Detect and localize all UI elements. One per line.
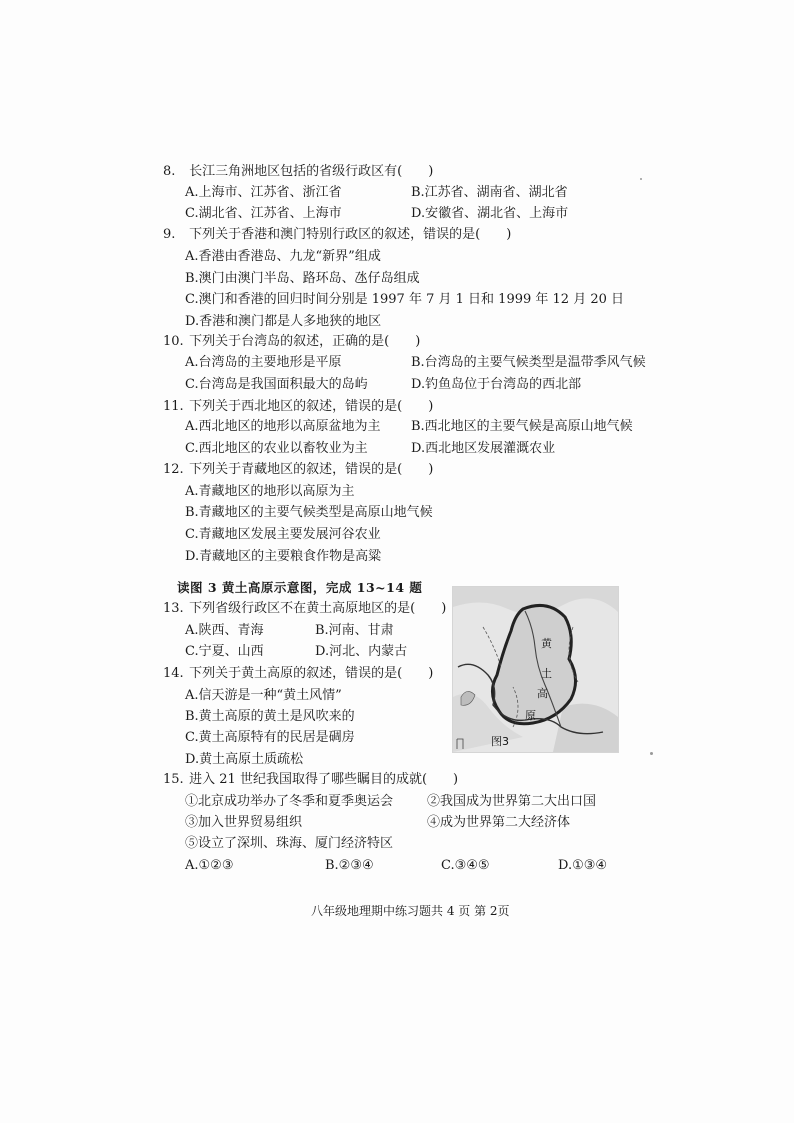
option-a: A.信天游是一种“黄土风情” <box>185 688 342 703</box>
statement-2: ②我国成为世界第二大出口国 <box>427 794 597 809</box>
page-footer: 八年级地理期中练习题共 4 页 第 2页 <box>311 904 510 918</box>
option-b: B.江苏省、湖南省、湖北省 <box>411 185 568 200</box>
map-caption: 图3 <box>491 735 509 748</box>
option-d: D.钓鱼岛位于台湾岛的西北部 <box>411 377 582 392</box>
option-a: A.台湾岛的主要地形是平原 <box>185 355 342 370</box>
map-label-gao: 高 <box>537 687 548 700</box>
question-stem: 长江三角洲地区包括的省级行政区有( ) <box>189 164 434 179</box>
question-12 <box>163 461 433 479</box>
question-stem: 进入 21 世纪我国取得了哪些瞩目的成就( ) <box>189 772 459 787</box>
question-stem: 下列关于香港和澳门特别行政区的叙述，错误的是( ) <box>189 227 512 242</box>
option-d: D.①③④ <box>558 858 608 873</box>
option-b: B.②③④ <box>325 858 374 873</box>
option-a: A.陕西、青海 <box>185 623 264 638</box>
option-d: D.西北地区发展灌溉农业 <box>411 441 556 456</box>
question-8 <box>163 163 433 181</box>
option-b: B.西北地区的主要气候是高原山地气候 <box>411 419 633 434</box>
option-c: C.宁夏、山西 <box>185 644 264 659</box>
question-number: 13. <box>163 601 184 616</box>
option-a: A.香港由香港岛、九龙“新界”组成 <box>185 249 381 264</box>
scan-speck <box>640 178 642 180</box>
statement-5: ⑤设立了深圳、珠海、厦门经济特区 <box>185 836 394 851</box>
question-stem: 下列关于西北地区的叙述，错误的是( ) <box>189 399 434 414</box>
question-number: 8. <box>163 164 176 179</box>
option-b: B.青藏地区的主要气候类型是高原山地气候 <box>185 505 433 520</box>
option-a: A.青藏地区的地形以高原为主 <box>185 484 355 499</box>
option-c: C.台湾岛是我国面积最大的岛屿 <box>185 377 368 392</box>
loess-plateau-map-icon <box>453 587 618 752</box>
option-c: C.黄土高原特有的民居是碉房 <box>185 730 355 745</box>
option-d: D.黄土高原土质疏松 <box>185 752 304 767</box>
option-b: B.台湾岛的主要气候类型是温带季风气候 <box>411 355 646 370</box>
option-d: D.青藏地区的主要粮食作物是高粱 <box>185 549 382 564</box>
question-number: 12. <box>163 462 184 477</box>
map-label-yuan: 原 <box>525 709 536 722</box>
statement-4: ④成为世界第二大经济体 <box>427 815 571 830</box>
question-number: 9. <box>163 227 176 242</box>
question-stem: 下列省级行政区不在黄土高原地区的是( ) <box>189 601 447 616</box>
option-d: D.河北、内蒙古 <box>315 644 408 659</box>
scan-speck <box>650 752 653 755</box>
question-number: 10. <box>163 334 184 349</box>
section-heading: 读图 3 黄土高原示意图，完成 13~14 题 <box>177 580 423 595</box>
question-10 <box>163 333 420 351</box>
option-d: D.香港和澳门都是人多地狭的地区 <box>185 314 382 329</box>
question-stem: 下列关于青藏地区的叙述，错误的是( ) <box>189 462 434 477</box>
option-c: C.湖北省、江苏省、上海市 <box>185 206 342 221</box>
option-c: C.西北地区的农业以畜牧业为主 <box>185 441 368 456</box>
question-15 <box>163 771 458 789</box>
statement-3: ③加入世界贸易组织 <box>185 815 303 830</box>
option-b: B.澳门由澳门半岛、路环岛、氹仔岛组成 <box>185 271 420 286</box>
option-c: C.澳门和香港的回归时间分别是 1997 年 7 月 1 日和 1999 年 12 月 20 日 <box>185 292 624 307</box>
map-label-huang: 黄 <box>541 637 552 650</box>
question-14 <box>163 665 433 683</box>
question-13 <box>163 600 446 618</box>
loess-plateau-map <box>452 586 619 753</box>
question-11 <box>163 398 433 416</box>
option-a: A.西北地区的地形以高原盆地为主 <box>185 419 381 434</box>
question-number: 11. <box>163 399 184 414</box>
option-b: B.河南、甘肃 <box>315 623 394 638</box>
question-number: 15. <box>163 772 184 787</box>
option-a: A.上海市、江苏省、浙江省 <box>185 185 342 200</box>
option-c: C.青藏地区发展主要发展河谷农业 <box>185 527 381 542</box>
option-d: D.安徽省、湖北省、上海市 <box>411 206 569 221</box>
question-9 <box>163 226 511 244</box>
statement-1: ①北京成功举办了冬季和夏季奥运会 <box>185 794 394 809</box>
question-number: 14. <box>163 666 184 681</box>
option-a: A.①②③ <box>185 858 234 873</box>
question-stem: 下列关于黄土高原的叙述，错误的是( ) <box>189 666 434 681</box>
map-label-tu: 土 <box>541 667 552 680</box>
option-b: B.黄土高原的黄土是风吹来的 <box>185 709 355 724</box>
question-stem: 下列关于台湾岛的叙述，正确的是( ) <box>189 334 421 349</box>
option-c: C.③④⑤ <box>441 858 490 873</box>
